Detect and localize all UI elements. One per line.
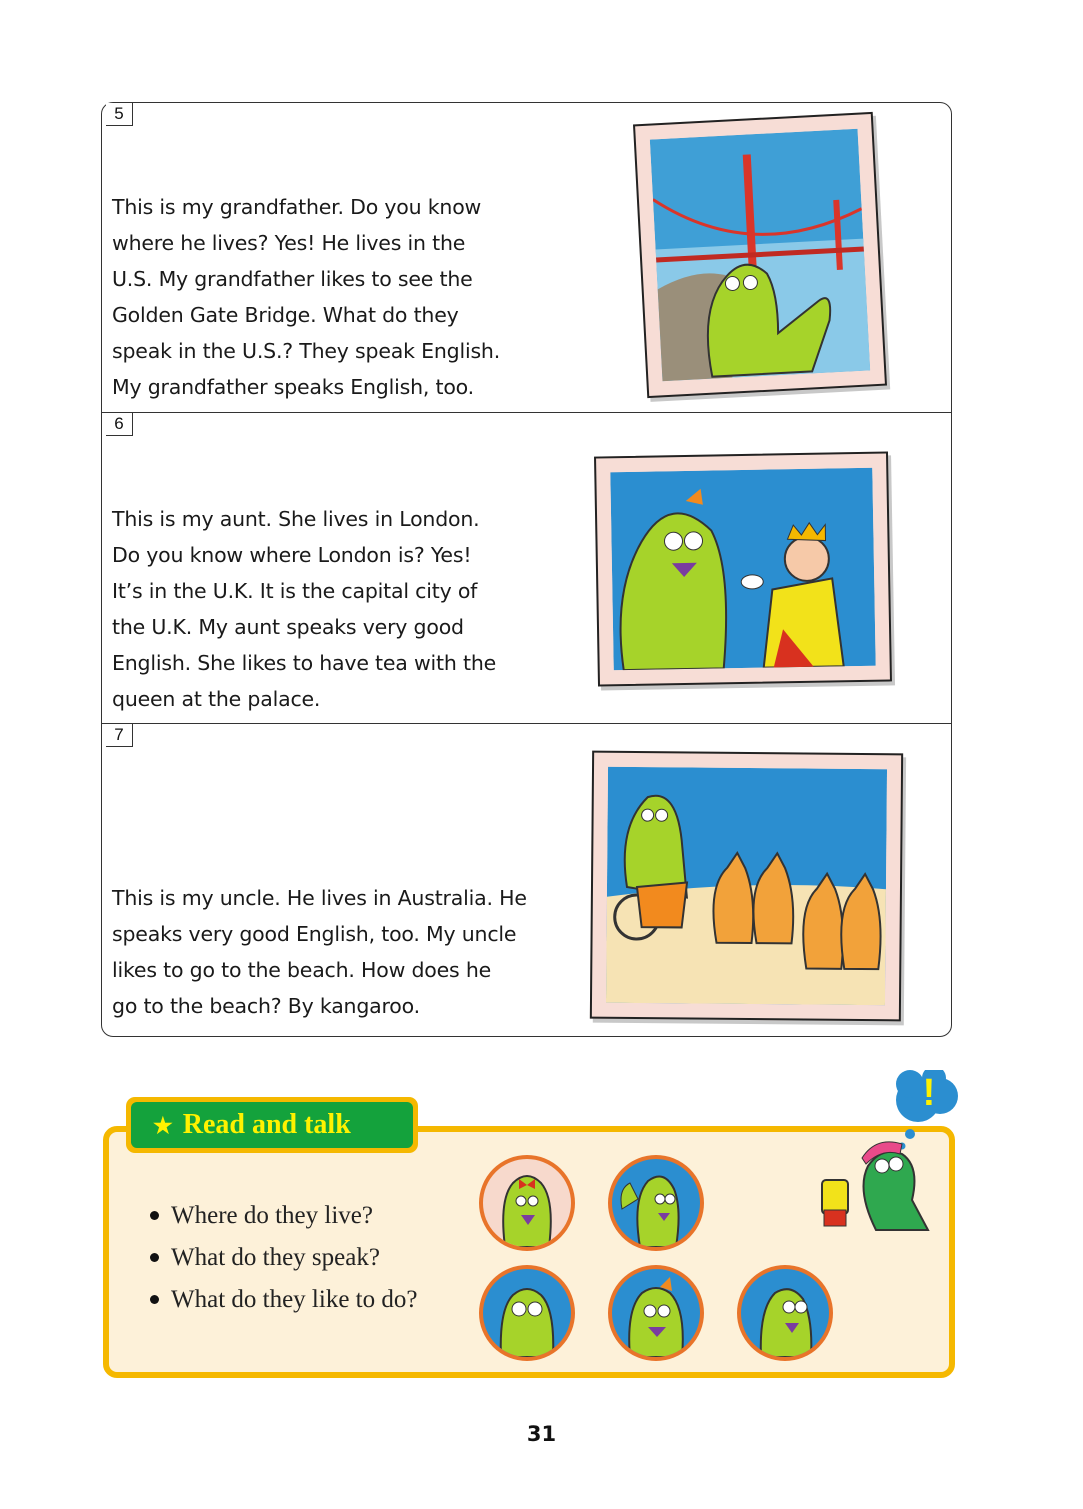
story-text: [112, 501, 557, 717]
golden-gate-illustration: [633, 112, 887, 398]
text-line: U.S. My grandfather likes to see the: [112, 267, 473, 291]
character-circle-waving: [608, 1155, 704, 1251]
character-circle-uncle: [737, 1265, 833, 1361]
story-number: 6: [106, 413, 133, 436]
question-text: What do they speak?: [171, 1244, 380, 1271]
text-line: Golden Gate Bridge. What do they: [112, 303, 459, 327]
bullet-icon: [150, 1211, 159, 1220]
text-line: English. She likes to have tea with the: [112, 651, 497, 675]
bullet-icon: [150, 1253, 159, 1262]
question-list: [150, 1195, 417, 1321]
question-item: [150, 1195, 417, 1237]
question-text: Where do they live?: [171, 1202, 373, 1229]
dinosaur-mascot: [816, 1070, 966, 1235]
read-and-talk-header: [126, 1097, 418, 1153]
text-line: This is my grandfather. Do you know: [112, 195, 482, 219]
bullet-icon: [150, 1295, 159, 1304]
story-text: [112, 189, 557, 405]
exclamation-mark: !: [922, 1072, 936, 1114]
kangaroo-beach-illustration: [590, 751, 903, 1022]
text-line: likes to go to the beach. How does he: [112, 958, 492, 982]
story-text: [112, 880, 557, 1024]
text-line: It’s in the U.K. It is the capital city of: [112, 579, 478, 603]
text-line: the U.K. My aunt speaks very good: [112, 615, 464, 639]
character-circle-aunt: [608, 1265, 704, 1361]
text-line: speaks very good English, too. My uncle: [112, 922, 517, 946]
text-line: This is my aunt. She lives in London.: [112, 507, 480, 531]
story-number: 5: [106, 103, 133, 126]
tea-with-queen-illustration: [594, 451, 892, 686]
text-line: This is my uncle. He lives in Australia. He: [112, 886, 527, 910]
question-item: [150, 1237, 417, 1279]
character-circle-girl: [479, 1155, 575, 1251]
text-line: speak in the U.S.? They speak English.: [112, 339, 501, 363]
story-number: 7: [106, 724, 133, 747]
read-and-talk-title: [131, 1102, 413, 1148]
text-line: Do you know where London is? Yes!: [112, 543, 472, 567]
page-number: 31: [526, 1422, 557, 1446]
text-line: go to the beach? By kangaroo.: [112, 994, 420, 1018]
star-icon: ★: [153, 1113, 173, 1138]
character-circle-grandfather: [479, 1265, 575, 1361]
question-item: [150, 1279, 417, 1321]
question-text: What do they like to do?: [171, 1286, 418, 1313]
title-text: Read and talk: [182, 1109, 351, 1140]
text-line: My grandfather speaks English, too.: [112, 375, 474, 399]
text-line: queen at the palace.: [112, 687, 321, 711]
text-line: where he lives? Yes! He lives in the: [112, 231, 466, 255]
